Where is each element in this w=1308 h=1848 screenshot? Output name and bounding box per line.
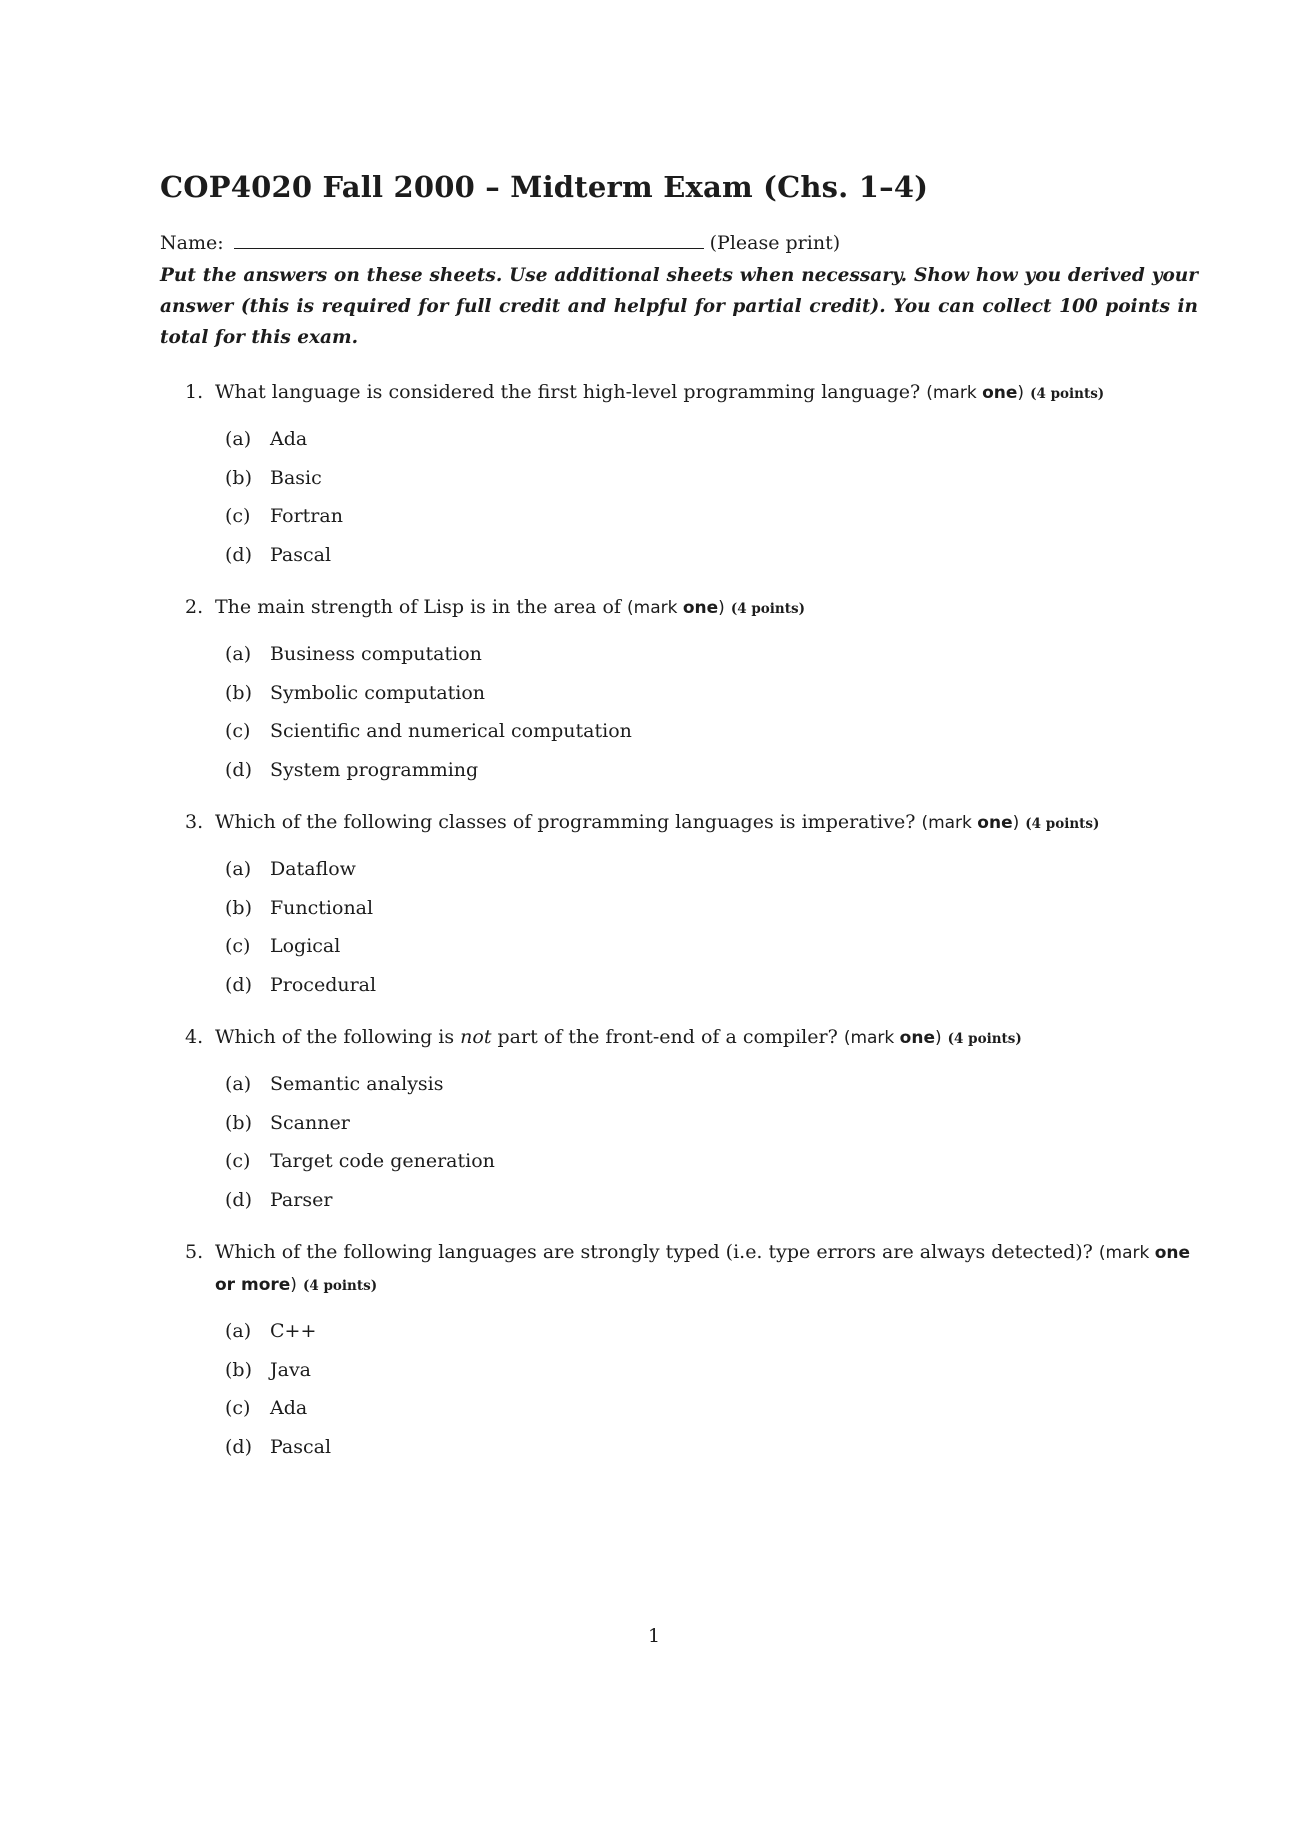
answer-option: (a) C++ bbox=[225, 1320, 317, 1342]
question-text: Which of the following languages are strongly typed (i.e. type errors are always detected)? (mark one or more) (4 points) bbox=[215, 1241, 1191, 1295]
question-number: 4. bbox=[185, 1026, 204, 1048]
question-points: (4 points) bbox=[1030, 386, 1105, 402]
answer-option: (b) Symbolic computation bbox=[225, 681, 486, 704]
exam-instructions: Put the answers on these sheets. Use additional sheets when necessary. Show how you derived your answer (this is required for full credit and helpful for partial credit). You can collect 100 points in total for this exam. bbox=[160, 265, 1198, 348]
answer-option: (a) Dataflow bbox=[225, 858, 356, 880]
answer-options bbox=[225, 850, 1198, 1004]
mark-instruction: (mark one or more) bbox=[215, 1243, 1191, 1295]
question-text: What language is considered the first high-level programming language? (mark one) (4 points) bbox=[215, 381, 1105, 403]
answer-options bbox=[225, 1312, 1198, 1466]
answer-option: (b) Scanner bbox=[225, 1111, 350, 1134]
question-text: The main strength of Lisp is in the area of (mark one) (4 points) bbox=[215, 596, 805, 618]
answer-option: (d) Parser bbox=[225, 1188, 333, 1211]
answer-options bbox=[225, 420, 1198, 574]
question-number: 3. bbox=[185, 811, 204, 833]
answer-option: (b) Java bbox=[225, 1358, 312, 1381]
mark-instruction: (mark one) bbox=[627, 598, 725, 618]
question-points: (4 points) bbox=[302, 1278, 378, 1294]
answer-option: (b) Basic bbox=[225, 466, 322, 489]
question-text: Which of the following classes of programming languages is imperative? (mark one) (4 points) bbox=[215, 811, 1100, 833]
name-label: Name: bbox=[160, 232, 224, 254]
answer-option: (d) Procedural bbox=[225, 973, 377, 996]
answer-option: (a) Semantic analysis bbox=[225, 1073, 444, 1095]
mark-instruction: (mark one) bbox=[921, 813, 1020, 833]
answer-option: (c) Target code generation bbox=[225, 1150, 495, 1172]
question-item bbox=[185, 377, 1198, 574]
answer-option: (c) Fortran bbox=[225, 505, 343, 527]
question-item bbox=[185, 1022, 1198, 1219]
answer-option: (c) Logical bbox=[225, 935, 341, 957]
question-item bbox=[185, 807, 1198, 1004]
question-number: 1. bbox=[185, 381, 204, 403]
question-item bbox=[185, 592, 1198, 789]
question-text: Which of the following is not part of the front-end of a compiler? (mark one) (4 points) bbox=[215, 1026, 1022, 1048]
answer-option: (d) System programming bbox=[225, 758, 479, 781]
answer-option: (d) Pascal bbox=[225, 543, 332, 566]
question-number: 2. bbox=[185, 596, 204, 618]
question-number: 5. bbox=[185, 1241, 204, 1263]
question-item bbox=[185, 1237, 1198, 1466]
name-field-row bbox=[160, 230, 1198, 254]
answer-option: (d) Pascal bbox=[225, 1435, 332, 1458]
answer-option: (a) Ada bbox=[225, 428, 308, 450]
answer-option: (b) Functional bbox=[225, 896, 374, 919]
question-points: (4 points) bbox=[730, 601, 805, 617]
answer-options bbox=[225, 635, 1198, 789]
answer-options bbox=[225, 1065, 1198, 1219]
mark-instruction: (mark one) bbox=[926, 383, 1025, 403]
page-number: 1 bbox=[647, 1625, 661, 1647]
answer-option: (c) Ada bbox=[225, 1397, 308, 1419]
emphasis-text: not bbox=[460, 1026, 492, 1048]
please-print-note: (Please print) bbox=[709, 232, 841, 254]
mark-instruction: (mark one) bbox=[843, 1028, 942, 1048]
question-list bbox=[160, 377, 1198, 1466]
question-points: (4 points) bbox=[947, 1031, 1022, 1047]
exam-title: COP4020 Fall 2000 – Midterm Exam (Chs. 1–4) bbox=[160, 170, 929, 204]
name-blank-line bbox=[234, 230, 704, 249]
answer-option: (c) Scientific and numerical computation bbox=[225, 720, 632, 742]
answer-option: (a) Business computation bbox=[225, 643, 482, 665]
question-points: (4 points) bbox=[1025, 816, 1100, 832]
